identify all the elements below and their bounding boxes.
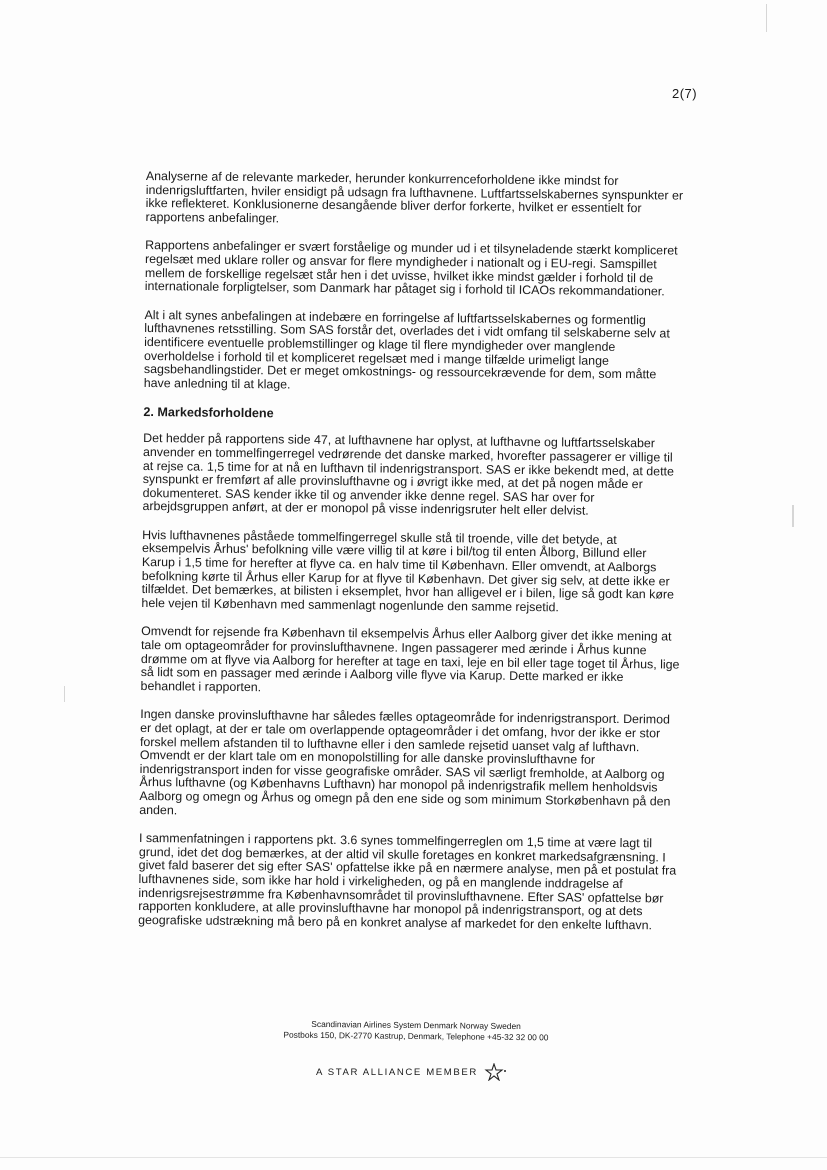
scan-edge-mark [766, 4, 767, 32]
paragraph-monopoly: Ingen danske provinslufthavne har således fælles optageområde for indenrigstransport. Derimod er det oplagt, at der er tale om overlappende optageområder i det omfang, hvor der ikke er stor forskel mellem afstanden til to lufthavne eller i den samlede rejsetid uanset valg af lufthavn. Omvendt er der klart tale om en monopolstilling for alle danske provinslufthavne for indenrigstransport inden for visse geografiske områder. SAS vil særligt fremholde, at Aalborg og Århus lufthavne (og Københavns Lufthavn) har monopol på indenrigstrafik mellem henholdsvis Aalborg og omegn og Århus og omegn på den ene side og som minimum Storkøbenhavn på den anden. [139, 707, 671, 817]
paragraph-example-aarhus: Hvis lufthavnenes påståede tommelfingerregel skulle stå til troende, ville det betyde, at eksempelvis Århus' befolkning ville være villig til at køre i bil/tog til enten Ålborg, Billund eller Karup i 1,5 time for herefter at flyve ca. en halv time til København. Eller omvendt, at Aalborgs befolkning kørte til Århus eller Karup for at flyve til København. Det giver sig selv, at dette ikke er tilfældet. Det bemærkes, at bilisten i eksemplet, hvor han alligevel er i bilen, lige så godt kan køre hele vejen til København med sammenlagt nogenlunde den samme rejsetid. [141, 527, 675, 615]
footer-company-line: Scandinavian Airlines System Denmark Norway Sweden [311, 1018, 521, 1032]
footer-address-line: Postboks 150, DK-2770 Kastrup, Denmark, Telephone +45-32 32 00 00 [283, 1029, 549, 1043]
letter-body [138, 170, 686, 948]
section-heading: 2. Markedsforholdene [143, 405, 274, 421]
scan-bottom-edge [0, 1157, 827, 1158]
page-number: 2(7) [672, 86, 698, 101]
scan-edge-mark [64, 686, 65, 702]
paragraph-conclusion: I sammenfatningen i rapportens pkt. 3.6 synes tommelfingerreglen om 1,5 time at være lagt til grund, idet det dog bemærkes, at der altid vil skulle foretages en konkret markedsafgrænsning. I givet fald baserer det sig efter SAS' opfattelse ikke på en nærmere analyse, men på et postulat fra lufthavnenes side, som ikke har hold i virkeligheden, og på en manglende inddragelse af indenrigsrejsestrømme fra Københavnsområdet til provinslufthavnene. Efter SAS' opfattelse bør rapporten konkludere, at alle provinslufthavne har monopol på indenrigstransport, og at dets geografiske udstrækning må bero på en konkret analyse af markedet for den enkelte lufthavn. [138, 831, 677, 933]
footer-company-info [256, 1018, 576, 1043]
star-alliance-mark [316, 1063, 508, 1081]
paragraph-analyses: Analyserne af de relevante markeder, herunder konkurrenceforholdene ikke mindst for indenrigsluftfarten, hviler ensidigt på udsagn fra lufthavnene. Luftfartsselskabernes synspunkter er ikke reflekteret. Konklusionerne desangående bliver derfor forkerte, hvilket er essentielt for rapportens anbefalinger. [145, 169, 684, 226]
paragraph-copenhagen-travel: Omvendt for rejsende fra København til eksempelvis Århus eller Aalborg giver det ikke mening at tale om optageområder for provinslufthavnene. Ingen passagerer med ærinde i Århus kunne drømme om at flyve via Aalborg for herefter at tage en taxi, leje en bil eller tage toget til Århus, lige så lidt som en passager med ærinde i Aalborg ville flyve via Karup. Dette marked er ikke behandlet i rapporten. [140, 624, 680, 695]
paragraph-recommendations: Rapportens anbefalinger er svært forståelige og munder ud i et tilsyneladende stærkt kompliceret regelsæt med uklare roller og ansvar for flere myndigheder i nationalt og i EU-regi. Samspillet mellem de forskellige regelsæt står hen i det uvisse, hvilket ikke mindst gælder i forhold til de internationale forpligtelser, som Danmark har påtaget sig i forhold til ICAOs rekommandationer. [144, 238, 678, 299]
star-alliance-icon [484, 1063, 508, 1081]
scan-edge-mark [792, 505, 794, 527]
paragraph-rule-of-thumb: Det hedder på rapportens side 47, at lufthavnene har oplyst, at lufthavne og luftfartsselskaber anvender en tommelfingerregel vedrørende det danske marked, hvorefter passagerer er villige til at rejse ca. 1,5 time for at nå en lufthavn til indenrigstransport. SAS er ikke bekendt med, at dette synspunkt er fremført af alle provinslufthavne og i øvrigt ikke med, at det på nogen måde er dokumenteret. SAS kender ikke til og anvender ikke denne regel. SAS har over for arbejdsgruppen anført, at der er monopol på visse indenrigsruter helt eller delvist. [142, 431, 674, 518]
paragraph-summary: Alt i alt synes anbefalingen at indebære en forringelse af luftfartsselskabernes og formentlig lufthavnenes retsstilling. Som SAS forstår det, overlades det i vidt omfang til selskaberne selv at identificere eventuelle problemstillinger og klage til flere myndigheder over manglende overholdelse i forhold til et kompliceret regelsæt med i mange tilfælde urimeligt lange sagsbehandlingstider. Det er meget omkostnings- og ressourcekrævende for dem, som måtte have anledning til at klage. [143, 307, 670, 392]
alliance-text: A STAR ALLIANCE MEMBER [316, 1066, 478, 1078]
